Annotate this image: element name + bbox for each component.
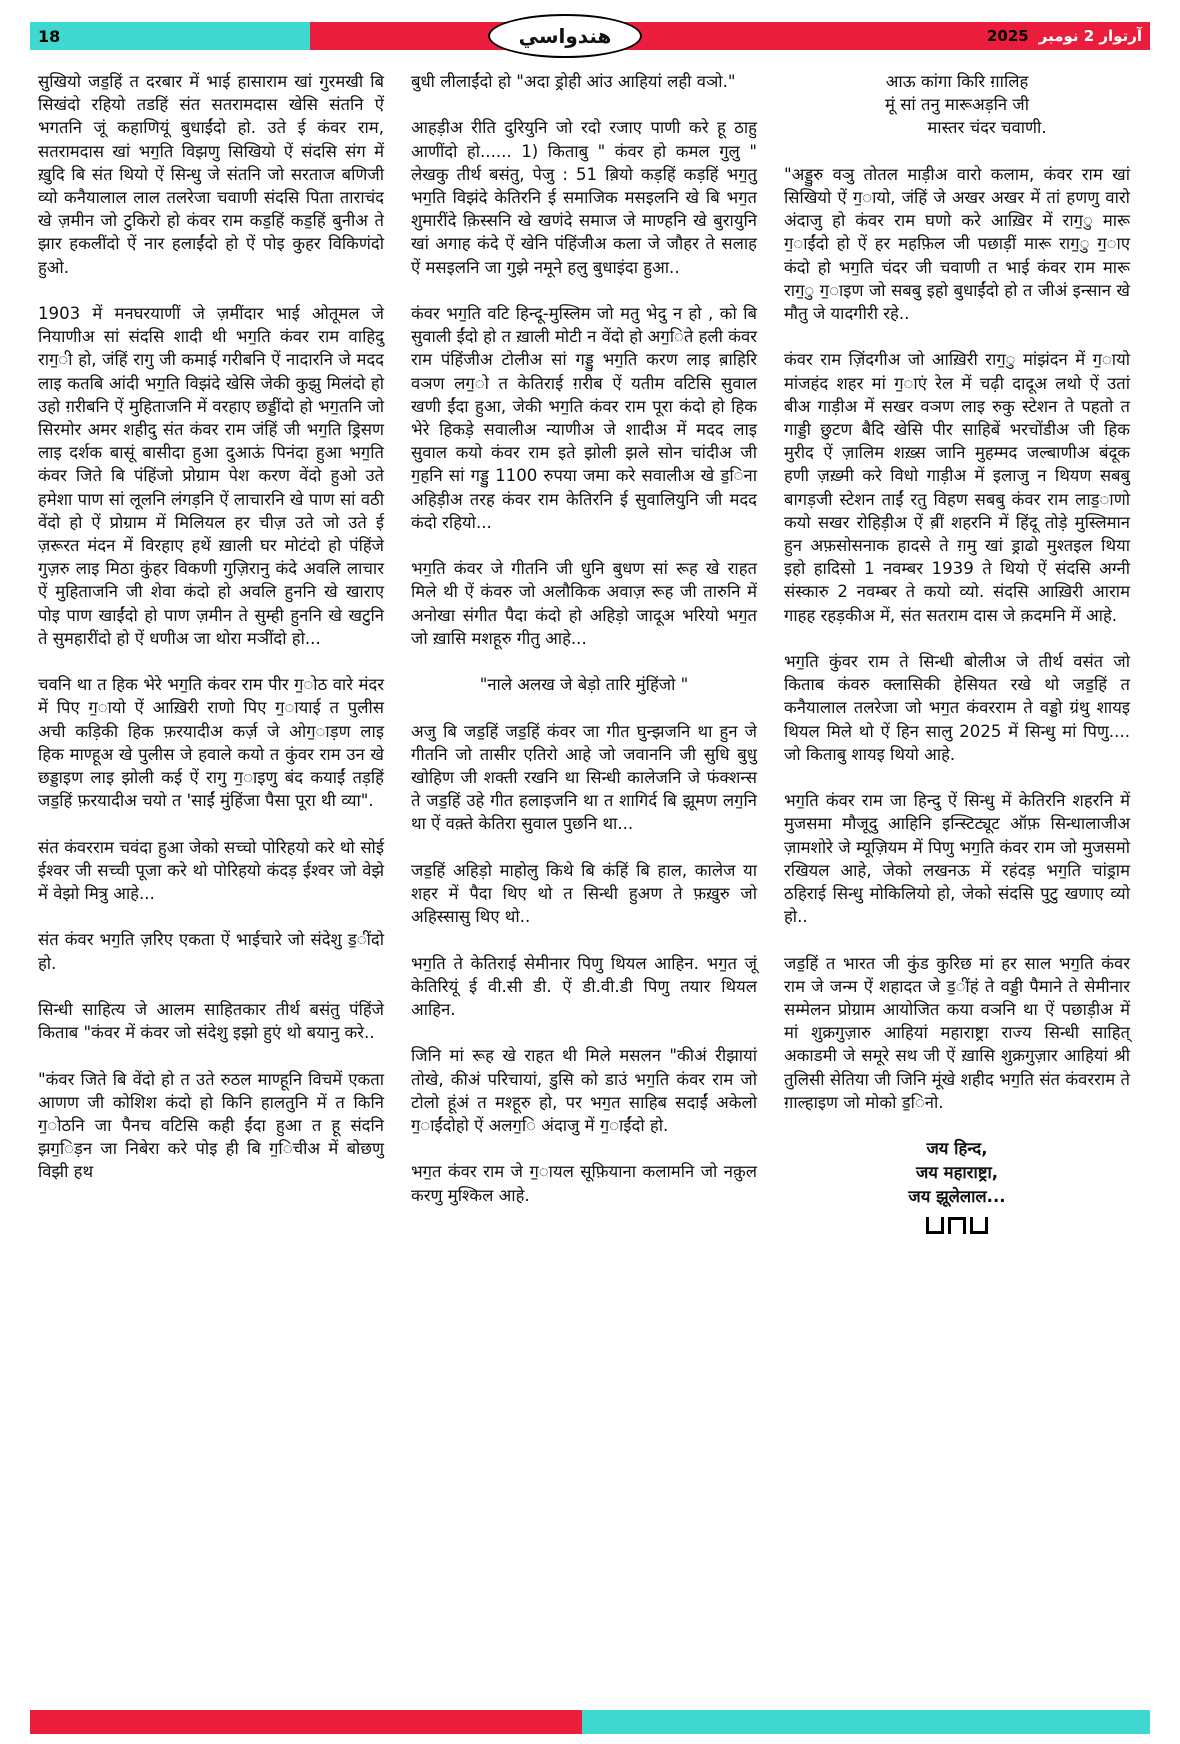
- end-mark-icon: [784, 1217, 1130, 1234]
- header-year: 2025: [987, 27, 1029, 45]
- paragraph: जिनि मां रूह खे राहत थी मिले मसलन "कीअं रीझायां तोखे, कीअं परिचायां, डुसि को डाउं भग॒ति कंवर राम जो टोलो हूंअं त मश्हूरु हो, पर भग॒त साहिब सदाईं अकेलो ग॒ाईंदोहो ऐं अलग॒ि अंदाजु में ग॒ाईंदो हो.: [411, 1046, 757, 1136]
- paragraph: भग॒ति कंवर जे गीतनि जी धुनि बुधण सां रूह खे राहत मिले थी ऐं कंवरु जो अलौकिक अवाज़ रूह जी तारुनि में अनोखा संगीत पैदा कंदो हो अहिड़ो जादूअ भरियो भग॒त जो ख़ासि मशहूरु गीतु आहे...: [411, 559, 757, 648]
- song-quote: "नाले अलख जे बेड़ो तारि मुंहिंजो ": [479, 675, 689, 695]
- paragraph: संत कंवरराम चवंदा हुआ जेको सच्चो पोरिहयो करे थो सोई ईश्वर जी सच्ची पूजा करे थो पोरिहयो कंदड़ ईश्वर जो वेझे में वेझो मित्रु आहे...: [38, 837, 384, 904]
- footer-red-band: [30, 1710, 582, 1734]
- verse-block: [784, 70, 1130, 140]
- paragraph: "अड्डुरु वञु तोतल माड़ीअ वारो कलाम, कंवर राम खां सिखियो ऐं ग॒ायो, जंहिं जे अखर अखर में तां हणणु वारो अंदाजु हो कंवर राम घणो करे आख़िर में राग॒ु मारू ग॒ाईंदो हो ऐं हर महफ़िल जी पछाड़ीं मारू राग॒ु ग॒ाए कंदो हो भग॒ति चंदर जी चवाणी त भाई कंवर राम मारू राग॒ु ग॒ाइण जो सबबु इहो बुधाईंदो हो त जीअं इन्सान खे मौतु जे यादगीरी रहे..: [784, 164, 1130, 324]
- header-left-band: [30, 22, 310, 50]
- paragraph: सुखियो जड॒हिं त दरबार में भाई हासाराम खां गुरमखी बि सिखंदो रहियो तडहिं संत सतरामदास खेसि संतनि ऐं भगतनि जूं कहाणियूं बुधाईंदो हो. उते ई कंवर राम, सतरामदास खां भग॒ति विझणु सिखियो ऐं संदसि संग में ख़ुदि बि संत थियो ऐं सिन्धु जे संतनि जो सरताज बणिजी व्यो कनैयालाल लाल तलरेजा चवाणी संदसि पिता ताराचंद खे ज़मीन जो टुकिरो हो कंवर राम कड॒हिं कड॒हिं बुनीअ ते झार हकलींदो ऐं नार हलाईंदो हो ऐं पोइ कुहर विकिणंदो हुओ.: [38, 72, 384, 277]
- footer-cyan-band: [582, 1710, 1150, 1734]
- verse-author: मास्तर चंदर चवाणी.: [927, 118, 1047, 138]
- paragraph: "कंवर जिते बि वेंदो हो त उते रुठल माण्हूनि विचमें एकता आणण जी कोशिश कंदो हो किनि हालतुनि में त किनि ग॒ोठनि जा पैनच वटिसि कही ईंदा हुआ त हू संदनि झग॒िड़न जा निबेरा करे पोइ ही बि ग॒िचीअ में बोछणु विझी हथ: [38, 1069, 384, 1182]
- footer-bar: [30, 1710, 1150, 1734]
- paragraph: भग॒ति कुंवर राम ते सिन्धी बोलीअ जे तीर्थ वसंत जो किताब कंवरु क्लासिकी हेसियत रखे थो जड॒हिं त कनैयालाल तलरेजा जो भग॒त कंवरराम ते वड्डो ग्रंथु शायइ थियल मिले थो ऐं हिन सालु 2025 में सिन्धु मां पिणु.... जो किताबु शायइ थियो आहे.: [784, 652, 1130, 764]
- paragraph: आहड़ीअ रीति दुरियुनि जो रदो रजाए पाणी करे हू ठाहु आणींदो हो...... 1) किताबु " कंवर हो कमल गुलु " लेखकु तीर्थ बसंतु, पेजु : 51 ब़ियो कड़हिं कड़हिं भग॒तु भग॒ति विझंदे केतिरनि ई समाजिक मसइलनि खे बि भग॒त शुमारींदे क़िस्सनि खे खणंदे समाज जे माण्हनि खे बुरायुनि खां अगाह कंदे ऐं खेनि पंहिंजीअ कला जे जौहर ते सलाह ऐं मसइलनि जा गुझे नमूने हलु बुधाइंदा हुआ..: [411, 118, 757, 277]
- paragraph: बुधी लीलाईंदो हो "अदा ड्रोही आंउ आहियां लही वञो.": [411, 72, 736, 91]
- paragraph: भग॒ति कंवर राम जा हिन्दु ऐं सिन्धु में केतिरनि शहरनि में मुजसमा मौजूदु आहिनि इन्स्टिट्यूट ऑफ़ सिन्धालाजीअ ज़ामशोरे जे म्यूज़ियम में पिणु भग॒ति कंवर राम जो मुजसमो रखियल आहे, जेको लखनऊ में रहंदड़ भग॒ति चांड्राम ठहिराई सिन्धु मोकिलियो हो, जेको संदसि पुटु खणाए व्यो हो..: [784, 791, 1130, 927]
- paragraph: कंवर राम ज़िंदगीअ जो आख़िरी राग॒ु मांझंदन में ग॒ायो मांजहंद शहर मां ग॒ाएं रेल में चढ़ी दादूअ लथो ऐं उतां बीअ गाड़ीअ में सखर वञण लाइ रुकु स्टेशन ते पहतो त गाड्डी छुटण बैदि खेसि पीर साहिबें भरचोंडीअ जी हिक मुरीद ऐं ज़ालिम शख़्स जानि मुहम्मद जल्बाणीअ बंदूक हणी ज़ख़्मी करे विधो गाड़ीअ में इलाजु न थियण सबबु बागड़जी स्टेशन ताईं रतु विहण सबबु कंवर राम लाड॒ाणो कयो सखर रोहिड़ीअ ऐं ब़ीं शहरनि में हिंदू तोड़े मुस्लिमान हुन अफ़सोसनाक हादसे ते ग़मु खां ड्राढो मुश्तइल थिया इहो हादिसो 1 नवम्बर 1939 ते थियो ऐं संदसि अग्नी संस्कारु 2 नवम्बर ते कयो व्यो. संदसि आख़िरी आराम गाहह रहड़कीअ में, संत सतराम दास जे क़दमनि में आहे.: [784, 350, 1130, 625]
- column-2: [411, 70, 757, 1230]
- column-1: [38, 70, 384, 1207]
- header-date: [987, 27, 1142, 45]
- verse-line: आऊ कांगा किरि ग़ालिह: [885, 72, 1029, 91]
- signoff-line: जय हिन्द,: [926, 1139, 988, 1159]
- signoff-line: जय महाराष्ट्रा,: [915, 1163, 999, 1183]
- paragraph: जड॒हिं अहिड़ो माहोलु किथे बि कंहिं बि हाल, कालेज या शहर में पैदा थिए थो त सिन्धी हुअण ते फ़ख़ुरु जो अहिस्सासु थिए थो..: [411, 860, 757, 927]
- paragraph: सिन्धी साहित्य जे आलम साहितकार तीर्थ बसंतु पंहिंजे किताब "कंवर में कंवर जो संदेशु इझो हुएं थो बयानु करे..: [38, 1000, 384, 1043]
- paragraph: अजु बि जड॒हिं जड॒हिं कंवर जा गीत घुन्झजनि था हुन जे गीतनि जो तासीर एतिरो आहे जो जवाननि जी सुधि बुधु खोहिण जी शक्ती रखनि था सिन्धी कालेजनि जे फंक्शन्स ते जड॒हिं उहे गीत हलाइजनि था त शागिर्द बि झूमण लग॒नि था ऐं वक़्ते केतिरा सुवाल पुछनि था...: [411, 721, 757, 834]
- masthead-logo: هندواسي: [488, 14, 642, 58]
- paragraph: कंवर भग॒ति वटि हिन्दू-मुस्लिम जो मतु भेदु न हो , को बि सुवाली ईंदो हो त ख़ाली मोटी न वेंदो हो अग॒िते हली कंवर राम पंहिंजीअ टोलीअ सां गड्डु भग॒ति करण लाइ ब़ाहिरि वञण लग॒ो त केतिराई ग़रीब ऐं यतीम वटिसि सुवाल खणी ईंदा हुआ, जेकी भग॒ति कंवर राम पूरा कंदो हो हिक भेरे हिकड़े सवालीअ न्याणीअ जे शादीअ में मदद लाइ सुवाल कयो कंवर राम इते झोली झले सोन चांदीअ जी ग॒हनि सां गड्डु 1100 रुपया जमा करे सवालीअ खे ड॒िना अहिड़ीअ तरह कंवर राम केतिरनि ई सुवालियुनि जी मदद कंदो रहियो...: [411, 304, 757, 532]
- header-right-band: [310, 22, 1150, 50]
- paragraph: भग॒ति ते केतिराई सेमीनार पिणु थियल आहिन. भग॒त जूं केतिरियूं ई वी.सी डी. ऐं डी.वी.डी पिणु तयार थियल आहिन.: [411, 953, 757, 1020]
- paragraph: चवनि था त हिक भेरे भग॒ति कंवर राम पीर ग॒ोठ वारे मंदर में पिए ग॒ायो ऐं आख़िरी राणो पिए ग॒ायाई त पुलीस अची कड़िकी हिक फ़रयादीअ कर्ज़ जे ओग॒ाड़ण लाइ हिक माण्हूअ खे पुलीस जे हवाले कयो त कुंवर राम उन खे छड्डाइण लाइ झोली कई ऐं रागु ग॒ाइणु बंद कयाईं तड़हिं जड॒हिं फ़रयादीअ चयो त 'साईं मुंहिंजा पैसा पूरा थी व्या".: [38, 675, 384, 811]
- paragraph: भग॒त कंवर राम जे ग॒ायल सूफ़ियाना कलामनि जो नक़ुल करणु मुश्किल आहे.: [411, 1162, 757, 1205]
- verse-line: मूं सां तनु मारूअड़नि जी: [885, 95, 1029, 115]
- header-date-sindhi: آرتوار 2 نومبر: [1038, 27, 1142, 45]
- paragraph: 1903 में मनघरयाणीं जे ज़मींदार भाई ओतूमल जे नियाणीअ सां संदसि शादी थी भग॒ति कंवर राम वाहिदु राग॒ी हो, जंहिं रागु जी कमाई गरीबनि ऐं नादारनि जे मदद लाइ कतबि आंदी भग॒ति विझंदे खेसि जेकी कुझु मिलंदो हो उहो ग़रीबनि ऐं मुहिताजनि में वरहाए छड्डींदो हो भग॒तनि जो सिरमोर अमर शहीदु संत कंवर राम जंहिं जी भग॒ति ड्रिसण लाइ दर्शक बासूं बासीदा हुआ दुआऊं पिनंदा हुआ भग॒ति कंवर जिते बि पंहिंजो प्रोग्राम पेश करण वेंदो हुओ उते हमेशा पाण सां लूलनि लंगड़नि ऐं लाचारनि खे पाण सां वठी वेंदो हो ऐं प्रोग्राम में मिलियल हर चीज़ उते जो उते ई ज़रूरत मंदन में विरहाए हथें ख़ाली घर मोटंदो हो पंहिंजे गुज़रु लाइ मिठा कुंहर विकणी गुज़िरानु कंदे अवलि लाचार ऐं मुहिताजनि जी शेवा कंदो हो अवलि हुननि खे खाराए पोइ पाण खाईंदो हो पाण ज़मीन ते सुम्ही हुननि खे खटुनि ते सुमहारींदो हो ऐं धणीअ जा थोरा मञींदो हो...: [38, 304, 384, 648]
- signoff-line: जय झूलेलाल...: [908, 1187, 1006, 1207]
- signoff: [784, 1137, 1130, 1234]
- paragraph: संत कंवर भग॒ति ज़रिए एकता ऐं भाईचारे जो संदेशु ड॒ींदो हो.: [38, 930, 384, 973]
- page-number: 18: [38, 26, 61, 46]
- paragraph: जड॒हिं त भारत जी कुंड कुरिछ मां हर साल भग॒ति कंवर राम जे जन्म ऐं शहादत जे ड॒ींहं ते वड्डी पैमाने ते सेमीनार सम्मेलन प्रोग्राम आयोजित कया वञनि था ऐं पछाड़ीअ में मां शुक्रगुज़ारु आहियां महाराष्ट्रा राज्य सिन्धी साहित् अकाडमी जे समूरे सथ जी ऐं ख़ासि शुक्रगुज़ार आहियां श्री तुलिसी सेतिया जी जिनि मूंखे शहीद भग॒ति संत कंवरराम ते ग़ाल्हाइण जो मोको ड॒िनो.: [784, 953, 1130, 1112]
- column-3: [784, 70, 1130, 1234]
